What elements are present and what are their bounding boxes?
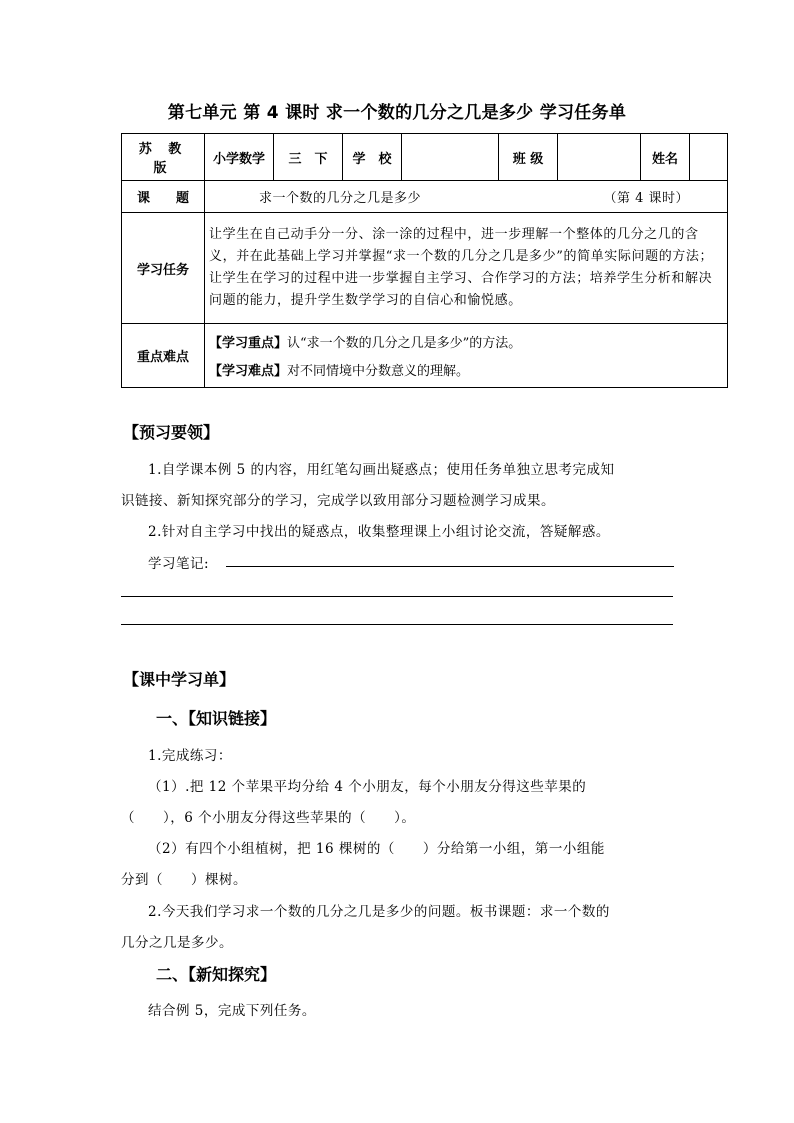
key-point-line [209,328,723,356]
school-value-cell[interactable] [402,134,499,181]
publisher-cell: 苏 教 版 [122,134,205,181]
class-item2-line2: 几分之几是多少。 [121,935,233,951]
class-label-cell: 班 级 [499,134,558,181]
task-label: 学习任务 [122,213,205,324]
key-content-cell [205,324,728,388]
difficulty-line [209,356,723,384]
task-row [122,213,728,324]
question1-line1: （1）.把 12 个苹果平均分给 4 个小朋友，每个小朋友分得这些苹果的 [148,779,587,795]
section2-heading: 二、【新知探究】 [156,965,277,984]
school-label-cell: 学 校 [343,134,402,181]
name-label-cell: 姓名 [641,134,690,181]
preview-heading: 【预习要领】 [123,423,220,442]
section1-heading: 一、【知识链接】 [156,709,277,728]
topic-value: 求一个数的几分之几是多少 [259,191,422,206]
grade-cell: 三 下 [274,134,343,181]
info-row-header [122,134,728,181]
preview-item2: 2.针对自主学习中找出的疑惑点，收集整理课上小组讨论交流，答疑解惑。 [148,524,610,540]
page-title: 第七单元 第 4 课时 求一个数的几分之几是多少 学习任务单 [167,103,627,123]
key-point-tag: 【学习重点】 [209,336,288,351]
topic-row [122,181,728,213]
notes-label: 学习笔记: [148,556,210,572]
class-sheet-heading: 【课中学习单】 [123,670,236,689]
preview-item1-line2: 识链接、新知探究部分的学习，完成学以致用部分习题检测学习成果。 [121,493,555,509]
notes-line-3[interactable] [121,624,673,625]
question2-line2: 分到（ ）棵树。 [121,872,247,888]
exercise-label: 1.完成练习： [148,748,232,764]
section2-text: 结合例 5，完成下列任务。 [148,1003,316,1019]
question2-line1: （2）有四个小组植树，把 16 棵树的（ ）分给第一小组，第一小组能 [148,841,605,857]
class-item2-line1: 2.今天我们学习求一个数的几分之几是多少的问题。板书课题：求一个数的 [148,904,610,920]
topic-label: 课 题 [122,181,205,213]
notes-line-1[interactable] [226,566,674,567]
difficulty-tag: 【学习难点】 [209,364,288,379]
topic-value-cell [205,181,728,213]
task-text: 让学生在自己动手分一分、涂一涂的过程中，进一步理解一个整体的几分之几的含义，并在此基础上学习并掌握“求一个数的几分之几是多少”的简单实际问题的方法；让学生在学习的过程中进一步掌握自主学习、合作学习的方法；培养学生分析和解决问题的能力，提升学生数学学习的自信心和愉悦感。 [205,213,728,324]
key-label: 重点难点 [122,324,205,388]
question1-line2: （ ），6 个小朋友分得这些苹果的（ ）。 [121,810,416,826]
topic-lesson: （第 4 课时） [603,191,689,206]
name-value-cell[interactable] [690,134,728,181]
difficulty-text: 对不同情境中分数意义的理解。 [287,364,470,379]
info-table [121,133,728,388]
subject-cell: 小学数学 [205,134,274,181]
class-value-cell[interactable] [558,134,641,181]
preview-item1-line1: 1.自学课本例 5 的内容，用红笔勾画出疑惑点；使用任务单独立思考完成知 [148,462,615,478]
notes-line-2[interactable] [121,596,673,597]
key-point-text: 认“求一个数的几分之几是多少”的方法。 [287,336,522,351]
key-row [122,324,728,388]
